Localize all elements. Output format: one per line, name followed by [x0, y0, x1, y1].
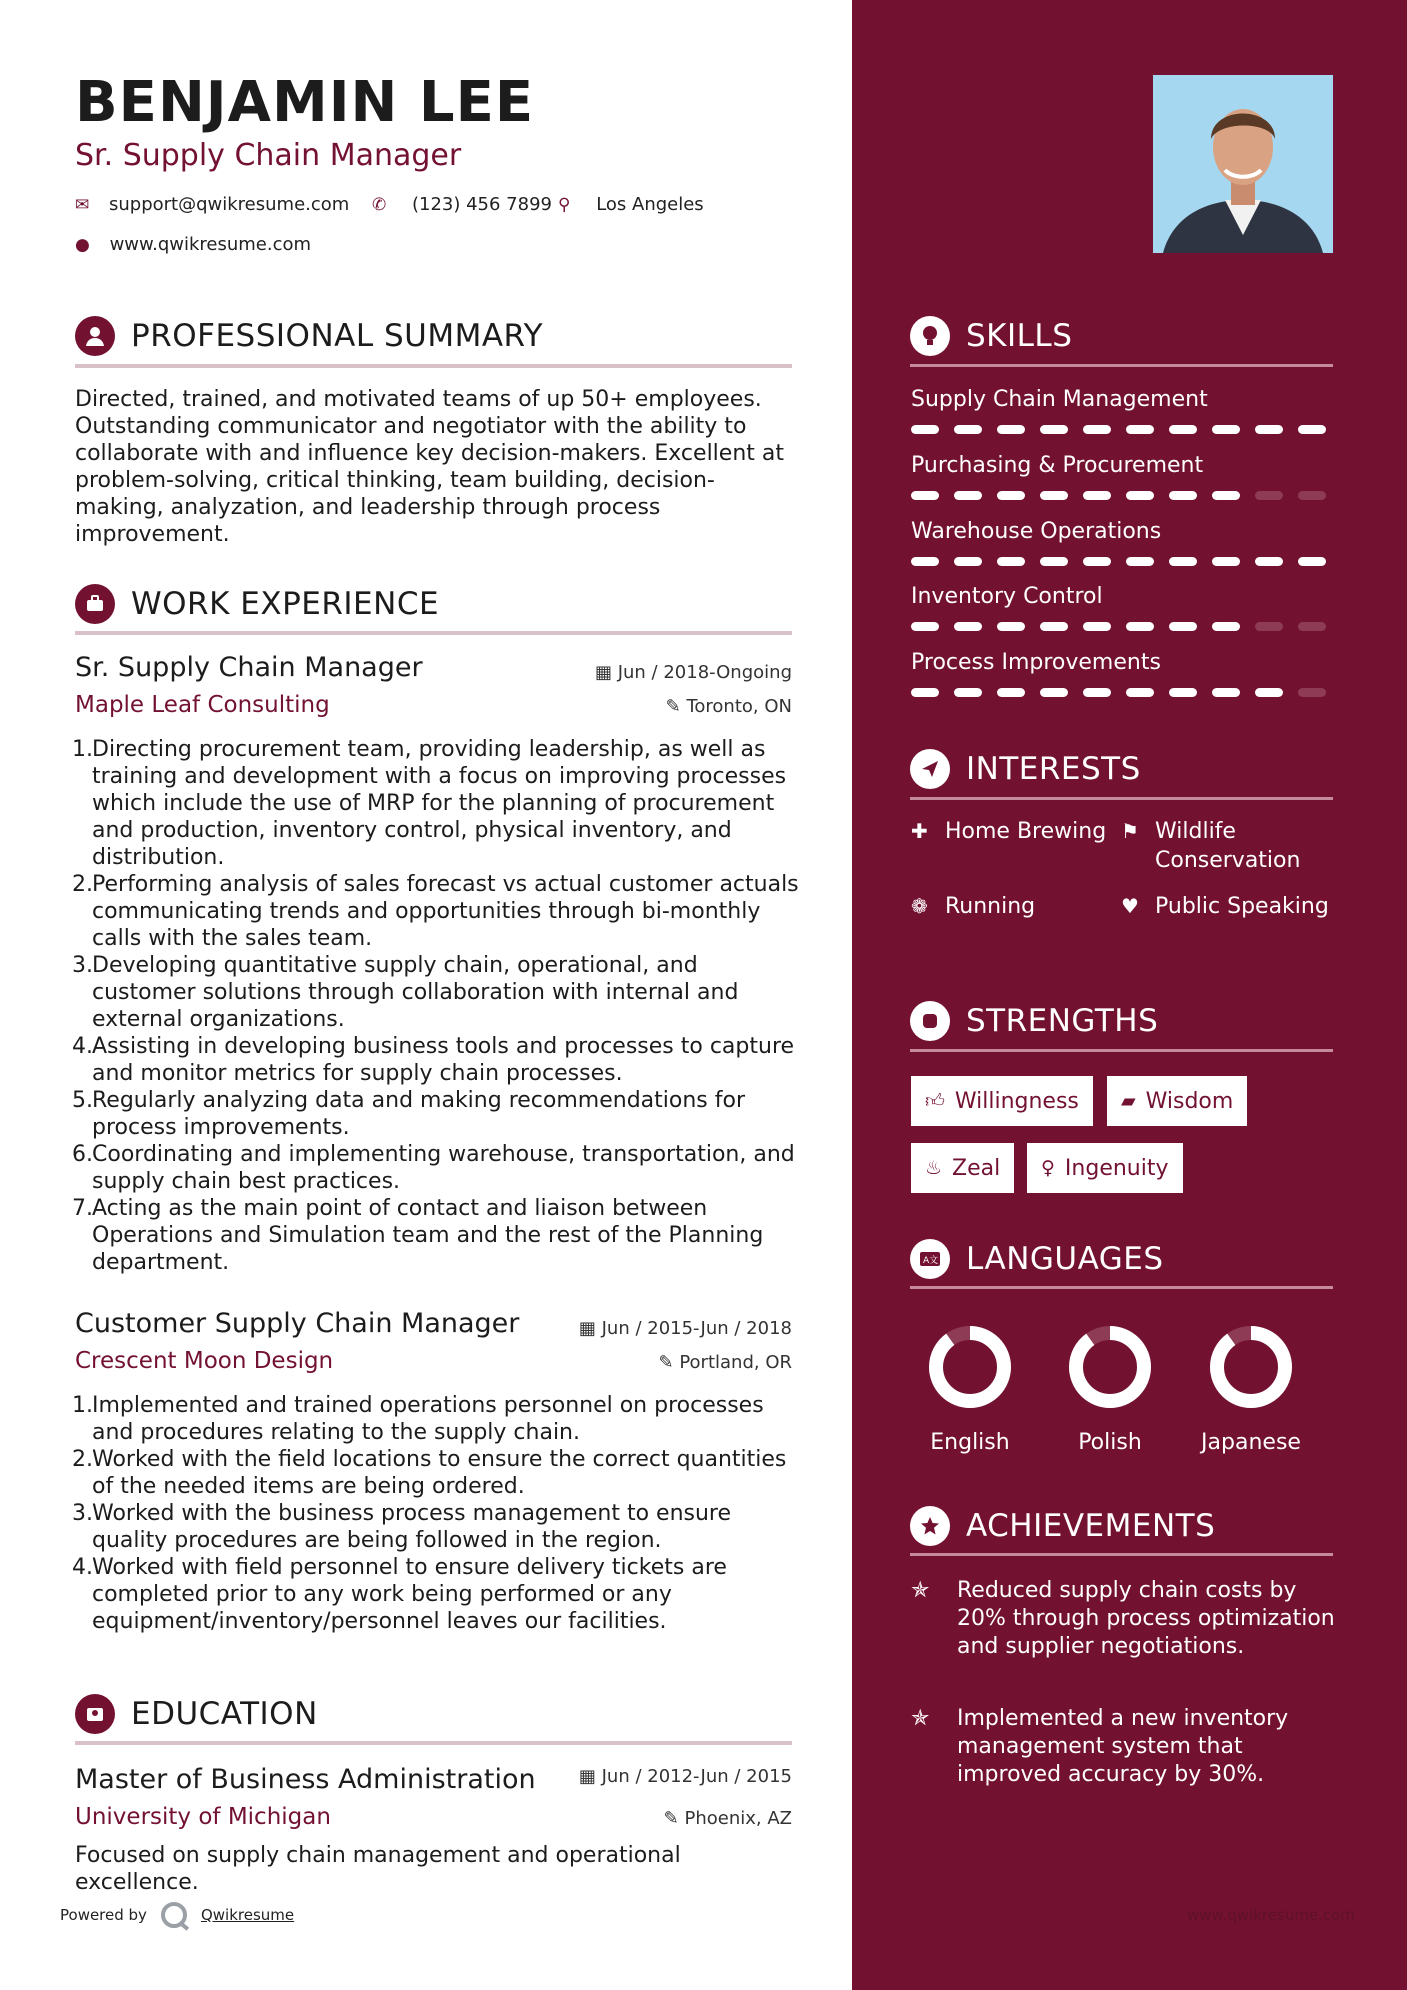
list-item: Assisting in developing business tools and processes to capture and monitor metrics for supply chain processes.: [92, 1034, 795, 1086]
skill-name: Purchasing & Procurement: [911, 453, 1204, 478]
phone-icon: ✆: [372, 195, 387, 215]
interests-divider: [910, 797, 1333, 800]
education-dates: [530, 1766, 792, 1787]
list-item: Worked with the field locations to ensure the correct quantities of the needed items are being ordered.: [92, 1447, 787, 1499]
list-item: Coordinating and implementing warehouse, transportation, and supply chain best practices.: [92, 1142, 795, 1194]
pin-icon: ✎: [665, 696, 681, 717]
book-icon: ▰: [1121, 1090, 1136, 1112]
job-title: Sr. Supply Chain Manager: [75, 652, 423, 683]
list-item: Regularly analyzing data and making recommendations for process improvements.: [92, 1088, 745, 1140]
language-ring: [1206, 1322, 1296, 1412]
skill-level-segment: [1126, 557, 1154, 566]
thumbs-up-icon: 👍︎: [925, 1089, 945, 1112]
powered-by[interactable]: [60, 1902, 294, 1928]
skill-level-segment: [1040, 622, 1068, 631]
languages-title: LANGUAGES: [966, 1241, 1164, 1277]
achievement-text: Implemented a new inventory management system that improved accuracy by 30%.: [957, 1706, 1289, 1787]
skill-level-segment: [1212, 557, 1240, 566]
puzzle-icon: ✚: [911, 819, 928, 843]
map-marker-icon: ⚲: [558, 195, 571, 215]
summary-text: Directed, trained, and motivated teams of up 50+ employees. Outstanding communicator and negotiator with the ability to collaborate with and influence key decision-makers. Excellent at problem-solving, critical thinking, team building, decision-making, analyzation, and leadership through process improvement.: [75, 387, 784, 547]
interest-label: Home Brewing: [945, 819, 1107, 844]
language-name: Japanese: [1201, 1430, 1301, 1455]
strength-chip: [911, 1143, 1014, 1193]
strength-chip: [1027, 1143, 1183, 1193]
degree-title: Master of Business Administration: [75, 1764, 536, 1795]
interest-label: Running: [945, 894, 1036, 919]
languages-heading: [910, 1239, 1164, 1279]
skill-level-segment: [911, 425, 939, 434]
skill-level-segment: [1083, 425, 1111, 434]
skill-level-segment: [911, 491, 939, 500]
footer-url[interactable]: www.qwikresume.com: [1187, 1906, 1355, 1924]
strength-label: Zeal: [952, 1155, 1001, 1181]
list-item: Developing quantitative supply chain, operational, and customer solutions through collaboration with internal and external organizations.: [92, 953, 739, 1032]
skill-meter: [911, 557, 1326, 566]
shooting-star-icon: ✯: [911, 1706, 930, 1731]
skill-level-segment: [1298, 688, 1326, 697]
skill-level-segment: [954, 557, 982, 566]
education-heading: [75, 1694, 318, 1734]
skill-level-segment: [1083, 688, 1111, 697]
skill-level-segment: [954, 622, 982, 631]
skill-level-segment: [997, 491, 1025, 500]
education-title: EDUCATION: [131, 1696, 318, 1732]
skill-level-segment: [1255, 622, 1283, 631]
languages-divider: [910, 1286, 1333, 1289]
list-item: Acting as the main point of contact and liaison between Operations and Simulation team and the rest of the Planning department.: [92, 1196, 764, 1275]
skill-level-segment: [1212, 688, 1240, 697]
calendar-icon: ▦: [578, 1766, 596, 1787]
language-proficiency-arc: [936, 1333, 1004, 1401]
job-location-text: Portland, OR: [679, 1352, 792, 1373]
qwikresume-logo-icon: [161, 1902, 187, 1928]
list-item: Worked with field personnel to ensure delivery tickets are completed prior to any work being performed or any equipment/inventory/personnel leaves our facilities.: [92, 1555, 727, 1634]
skill-level-segment: [1255, 425, 1283, 434]
envelope-icon: ✉: [75, 195, 90, 215]
strengths-heading: [910, 1001, 1158, 1041]
skill-level-segment: [1255, 491, 1283, 500]
skills-divider: [910, 364, 1333, 367]
interest-item: [1121, 817, 1331, 875]
skill-level-segment: [1083, 491, 1111, 500]
skill-level-segment: [1083, 622, 1111, 631]
interest-label: Public Speaking: [1155, 894, 1329, 919]
heartbeat-icon: ♥: [1121, 894, 1139, 918]
skill-level-segment: [1298, 491, 1326, 500]
skill-level-segment: [911, 557, 939, 566]
lightbulb-icon: [910, 316, 950, 356]
user-icon: [75, 316, 115, 356]
job-dates-text: Jun / 2018-Ongoing: [617, 662, 792, 683]
language-name: Polish: [1078, 1430, 1142, 1455]
strengths-divider: [910, 1049, 1333, 1052]
graduation-icon: [75, 1694, 115, 1734]
skill-level-segment: [1255, 557, 1283, 566]
language-proficiency-arc: [1076, 1333, 1144, 1401]
skill-level-segment: [997, 622, 1025, 631]
skill-level-segment: [1126, 688, 1154, 697]
job-dates: [530, 1318, 792, 1339]
job-title: Customer Supply Chain Manager: [75, 1308, 520, 1339]
phone-text: (123) 456 7899: [411, 194, 552, 215]
skills-heading: [910, 316, 1072, 356]
skill-level-segment: [1040, 557, 1068, 566]
list-item: Implemented and trained operations personnel on processes and procedures relating to the supply chain.: [92, 1393, 764, 1445]
profile-photo: [1153, 75, 1333, 253]
skill-level-segment: [911, 622, 939, 631]
language-item: [1055, 1322, 1165, 1455]
calendar-icon: ▦: [578, 1318, 596, 1339]
skill-level-segment: [1169, 425, 1197, 434]
lightbulb-icon: ♀: [1041, 1157, 1055, 1179]
education-location: [560, 1808, 792, 1829]
interest-item: [1121, 892, 1331, 921]
skill-level-segment: [997, 425, 1025, 434]
briefcase-icon: [75, 584, 115, 624]
powered-by-link[interactable]: Qwikresume: [200, 1906, 295, 1924]
interests-title: INTERESTS: [966, 751, 1141, 787]
skill-level-segment: [1040, 688, 1068, 697]
job-location-text: Toronto, ON: [686, 696, 792, 717]
achievement-item: [911, 1705, 1336, 1789]
skill-level-segment: [1169, 622, 1197, 631]
interest-label: Wildlife Conservation: [1155, 819, 1301, 873]
interests-heading: [910, 749, 1141, 789]
skill-level-segment: [1083, 557, 1111, 566]
language-ring: [1065, 1322, 1155, 1412]
skill-level-segment: [1255, 688, 1283, 697]
strength-chip: [1107, 1076, 1247, 1126]
language-item: [1196, 1322, 1306, 1455]
website-text: www.qwikresume.com: [109, 234, 312, 255]
fire-icon: ♨: [925, 1157, 943, 1179]
skill-level-segment: [1169, 688, 1197, 697]
sidebar-column: [852, 0, 1407, 1990]
job-company: Maple Leaf Consulting: [75, 692, 330, 718]
skill-level-segment: [1298, 622, 1326, 631]
summary-title: PROFESSIONAL SUMMARY: [131, 318, 544, 354]
experience-title: WORK EXPERIENCE: [131, 586, 440, 622]
star-badge-icon: [910, 1506, 950, 1546]
skill-level-segment: [1040, 425, 1068, 434]
location-text: Los Angeles: [596, 194, 704, 215]
interest-item: [911, 817, 1116, 846]
language-proficiency-arc: [1217, 1333, 1285, 1401]
paw-icon: ❁: [911, 894, 928, 918]
job-dates-text: Jun / 2015-Jun / 2018: [601, 1318, 792, 1339]
flag-icon: ⚑: [1121, 819, 1139, 843]
pin-icon: ✎: [658, 1352, 674, 1373]
strengths-title: STRENGTHS: [966, 1003, 1159, 1039]
contact-location: [558, 194, 704, 215]
contact-phone[interactable]: [372, 194, 552, 215]
powered-by-label: Powered by: [60, 1906, 147, 1924]
globe-icon: ●: [75, 235, 90, 255]
education-location-text: Phoenix, AZ: [684, 1808, 792, 1829]
skill-meter: [911, 425, 1326, 434]
skill-level-segment: [1298, 425, 1326, 434]
school-name: University of Michigan: [75, 1804, 331, 1830]
skill-level-segment: [1126, 491, 1154, 500]
skill-level-segment: [954, 688, 982, 697]
education-text: Focused on supply chain management and operational excellence.: [75, 1843, 681, 1895]
skill-name: Supply Chain Management: [911, 387, 1208, 412]
skill-level-segment: [911, 688, 939, 697]
interest-item: [911, 892, 1116, 921]
skill-level-segment: [1212, 622, 1240, 631]
language-item: [915, 1322, 1025, 1455]
candidate-title: Sr. Supply Chain Manager: [75, 138, 462, 173]
job-company: Crescent Moon Design: [75, 1348, 334, 1374]
experience-heading: [75, 584, 439, 624]
skill-level-segment: [954, 425, 982, 434]
list-item: Worked with the business process management to ensure quality procedures are being followed in the region.: [92, 1501, 732, 1553]
contact-email[interactable]: [75, 194, 349, 215]
job-location: [560, 696, 792, 717]
skill-level-segment: [1126, 622, 1154, 631]
skill-level-segment: [1169, 557, 1197, 566]
list-item: Directing procurement team, providing leadership, as well as training and development with a focus on improving processes which include the use of MRP for the planning of procurement and production, inventory control, physical inventory, and distribution.: [92, 737, 787, 870]
strength-label: Willingness: [954, 1088, 1079, 1114]
education-dates-text: Jun / 2012-Jun / 2015: [601, 1766, 792, 1787]
education-divider: [75, 1741, 792, 1745]
skill-level-segment: [1169, 491, 1197, 500]
language-name: English: [930, 1430, 1010, 1455]
job-location: [560, 1352, 792, 1373]
achievements-divider: [910, 1553, 1333, 1556]
job-bullets: [72, 736, 807, 1276]
svg-text:A文: A文: [923, 1256, 939, 1266]
shooting-star-icon: ✯: [911, 1578, 930, 1603]
achievement-text: Reduced supply chain costs by 20% through process optimization and supplier negotiations.: [957, 1578, 1335, 1659]
achievement-item: [911, 1577, 1336, 1661]
pin-icon: ✎: [663, 1808, 679, 1829]
skill-level-segment: [954, 491, 982, 500]
skill-meter: [911, 491, 1326, 500]
achievements-title: ACHIEVEMENTS: [966, 1508, 1216, 1544]
strength-label: Ingenuity: [1064, 1155, 1169, 1181]
skill-level-segment: [1298, 557, 1326, 566]
achievements-heading: [910, 1506, 1215, 1546]
skill-level-segment: [1212, 425, 1240, 434]
translate-icon: [910, 1239, 950, 1279]
job-bullets: [72, 1392, 807, 1635]
email-text: support@qwikresume.com: [108, 194, 350, 215]
skill-level-segment: [1212, 491, 1240, 500]
skill-name: Process Improvements: [911, 650, 1161, 675]
contact-website[interactable]: [75, 234, 311, 255]
skill-meter: [911, 622, 1326, 631]
skill-level-segment: [997, 557, 1025, 566]
skills-title: SKILLS: [966, 318, 1073, 354]
skill-level-segment: [1040, 491, 1068, 500]
strength-chip: [911, 1076, 1093, 1126]
calendar-icon: ▦: [594, 662, 612, 683]
skill-name: Inventory Control: [911, 584, 1103, 609]
skill-level-segment: [1126, 425, 1154, 434]
summary-heading: [75, 316, 543, 356]
candidate-name: BENJAMIN LEE: [75, 70, 535, 135]
job-dates: [560, 662, 792, 683]
list-item: Performing analysis of sales forecast vs actual customer actuals communicating trends and opportunities through bi-monthly calls with the sales team.: [92, 872, 799, 951]
experience-divider: [75, 631, 792, 635]
skill-level-segment: [997, 688, 1025, 697]
skill-meter: [911, 688, 1326, 697]
fist-icon: [910, 1001, 950, 1041]
skill-name: Warehouse Operations: [911, 519, 1162, 544]
summary-divider: [75, 364, 792, 368]
paper-plane-icon: [910, 749, 950, 789]
strength-label: Wisdom: [1145, 1088, 1234, 1114]
language-ring: [925, 1322, 1015, 1412]
